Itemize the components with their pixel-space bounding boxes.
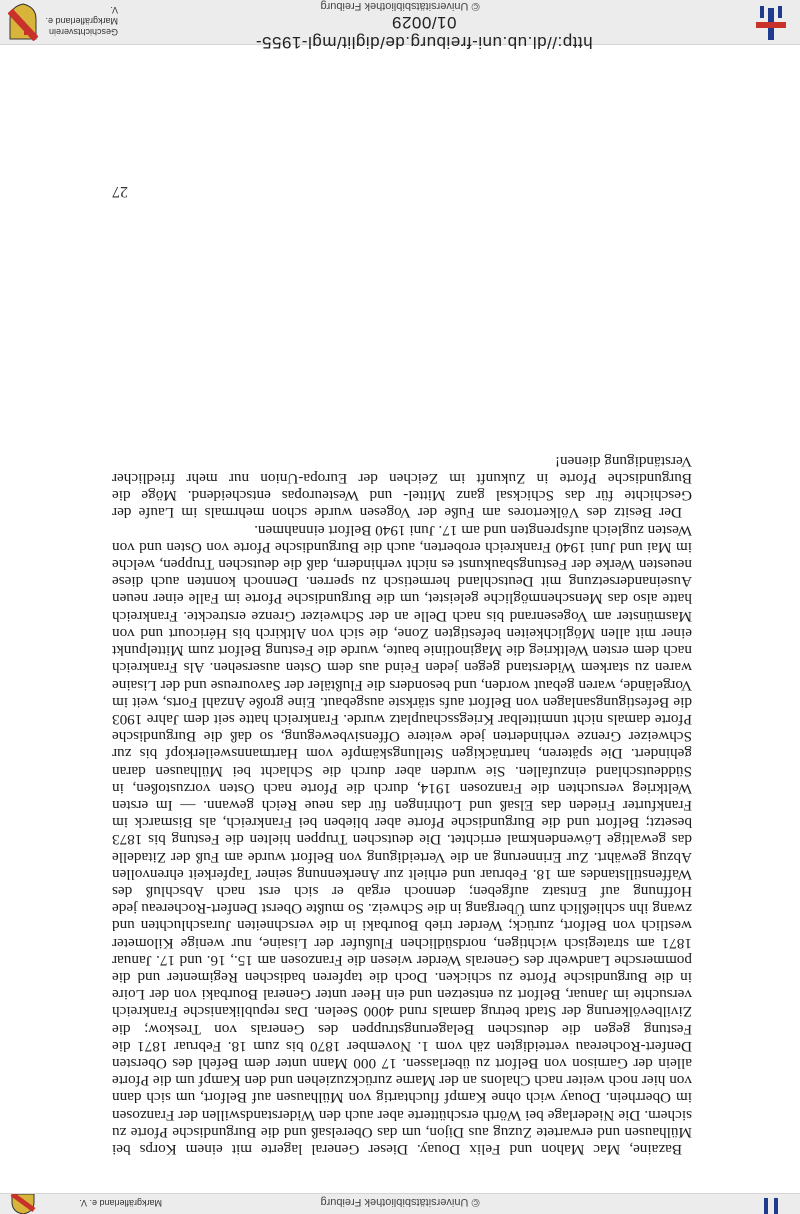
association-name: Markgräflerland e. V.	[79, 1198, 162, 1208]
university-library-logo-icon	[748, 0, 792, 44]
paragraph: Der Besitz des Völkertores am Fuße der Vogesen wurde schon mehrmals im Laufe der Geschichte für das Schicksal ganz Mittel- und Westeuropas entscheidend. Möge die Burgundische Pforte in Zukunft im Zeichen der Europa-Union nur mehr friedlicher Verständigung dienen!	[112, 452, 692, 522]
top-bar	[0, 0, 800, 52]
copyright-text: © Universitätsbibliothek Freiburg	[320, 0, 480, 12]
coat-of-arms-icon	[8, 3, 38, 41]
bottom-bar	[0, 1193, 800, 1214]
association-name: Geschichtsverein Markgräflerland e. V.	[45, 5, 118, 37]
page-number: 27	[112, 183, 128, 200]
document-body	[112, 298, 692, 1158]
copyright-text: © Universitätsbibliothek Freiburg	[320, 1196, 480, 1208]
paragraph: Bazaine, Mac Mahon und Felix Douay. Dieser General lagerte mit einem Korps bei Mülhausen und erwartete Zuzug aus Dijon, um das Oberelsaß und die Burgundische Pforte zu sichern. Die Niederlage bei Wörth erschütterte aber auch den Widerstandswillen der Franzosen im Oberrhein. Douay wich ohne Kampf fluchtartig von Mülhausen auf Belfort, um sich dann von hier noch weiter nach Chalons an der Marne zurückzuziehen und den Kampf um die Pforte allein der Garnison von Belfort zu überlassen. 17 000 Mann unter dem Befehl des Obersten Denfert-Rochereau verteidigten zäh vom 1. November 1870 bis zum 18. Februar 1871 die Festung gegen die deutschen Belagerungstruppen des Generals von Treskow; die Zivilbevölkerung der Stadt betrug damals rund 4000 Seelen. Das republikanische Frankreich versuchte im Januar, Belfort zu entsetzen und ein Heer unter General Bourbaki von der Loire in die Burgundische Pforte zu schicken. Doch die tapferen badischen Regimenter und die pommersche Landwehr des Generals Werder wiesen die Franzosen am 15., 16. und 17. Januar 1871 am strategisch wichtigen, nordsüdlichen Flußufer der Lisaine, nur wenige Kilometer westlich von Belfort, zurück; Werder trieb Bourbaki in die verschneiten Juraschluchten und zwang ihn schließlich zum Übergang in die Schweiz. So mußte Oberst Denfert-Rochereau jede Hoffnung auf Entsatz aufgeben; dennoch ergab er sich erst nach Abschluß des Waffenstillstandes am 18. Februar und erhielt zur Anerkennung seiner Tapferkeit ehrenvollen Abzug gewährt. Zur Erinnerung an die Verteidigung von Belfort wurde am Fuß der Zitadelle das gewaltige Löwendenkmal errichtet. Die deutschen Truppen hielten die Festung bis 1873 besetzt; Belfort und die Burgundische Pforte aber blieben bei Frankreich, als Bismarck im Frankfurter Frieden das Elsaß und Lothringen für das neue Reich gewann. — Im ersten Weltkrieg versuchten die Franzosen 1914, durch die Pforte nach Osten vorzustoßen, in Süddeutschland einzufallen. Sie wurden aber durch die Schlacht bei Mülhausen daran gehindert. Die späteren, hartnäckigen Stellungskämpfe vom Hartmannsweilerkopf bis zur Schweizer Grenze verhinderten jede weitere Offensivbewegung, so daß die Burgundische Pforte damals nicht unmittelbar Kriegsschauplatz wurde. Frankreich hatte seit dem Jahre 1903 die Befestigungsanlagen von Belfort aufs stärkste ausgebaut. Eine große Anzahl Forts, weit im Vorgelände, waren gebaut worden, und besonders die Flußtäler der Savoureuse und der Lisaine waren zu starkem Widerstand gegen jeden Feind aus dem Osten ausersehen. Als Frankreich nach dem ersten Weltkrieg die Maginotlinie baute, wurde die Festung Belfort zum Mittelpunkt einer mit allen Möglichkeiten befestigten Zone, die sich von Altkirch bis Héricourt und von Masmünster am Vogesenrand bis nach Delle an der Schweizer Grenze erstreckte. Frankreich hatte also das Menschenmögliche geleistet, um die Burgundische Pforte im Falle einer neuen Auseinandersetzung mit Deutschland hermetisch zu sperren. Dennoch konnten auch diese neuesten Werke der Festungsbaukunst es nicht verhindern, daß die deutschen Truppen, welche im Mai und Juni 1940 Frankreich eroberten, auch die Burgundische Pforte von Osten und von Westen zugleich aufsprengten und am 17. Juni 1940 Belfort einnahmen.	[112, 521, 692, 1158]
university-library-logo-icon	[756, 1194, 786, 1214]
document-url[interactable]: http://dl.ub.uni-freiburg.de/diglit/mgl-1955-01/0029	[255, 13, 593, 52]
coat-of-arms-icon	[8, 1194, 38, 1214]
